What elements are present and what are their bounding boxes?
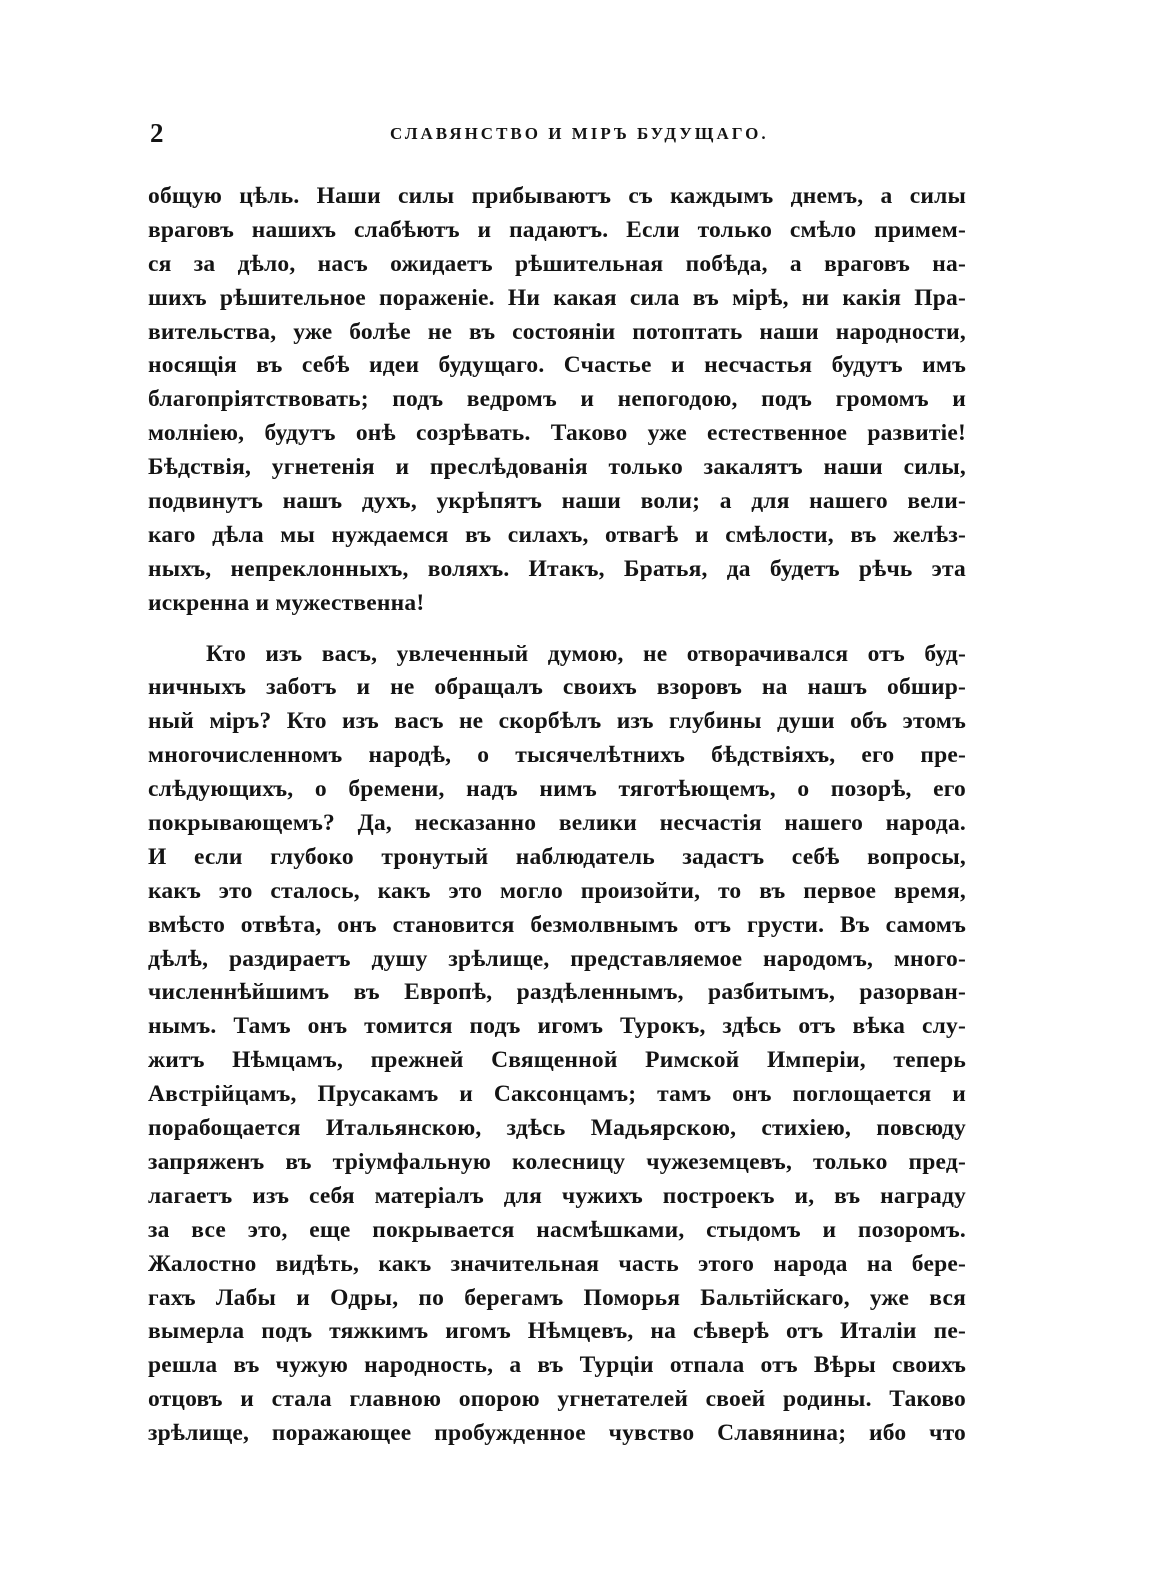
text-line: отцовъ и стала главною опорою угнетателей своей родины. Таково <box>148 1386 966 1413</box>
text-line: Жалостно видѣть, какъ значительная часть этого народа на бере- <box>148 1250 966 1277</box>
text-line: благопріятствовать; подъ ведромъ и непогодою, подъ громомъ и <box>148 386 966 413</box>
text-line: многочисленномъ народѣ, о тысячелѣтнихъ бѣдствіяхъ, его пре- <box>148 742 966 769</box>
text-line: дѣлѣ, раздираетъ душу зрѣлище, представляемое народомъ, много- <box>148 945 966 972</box>
text-line: покрывающемъ? Да, несказанно велики несчастія нашего народа. <box>148 810 966 837</box>
text-line: численнѣйшимъ въ Европѣ, раздѣленнымъ, разбитымъ, разорван- <box>148 979 966 1006</box>
text-line: ничныхъ заботъ и не обращалъ своихъ взоровъ на нашъ обшир- <box>148 674 966 701</box>
running-title: СЛАВЯНСТВО И МIРЪ БУДУЩАГО. <box>390 124 769 143</box>
text-line: каго дѣла мы нуждаемся въ силахъ, отвагѣ и смѣлости, въ желѣз- <box>148 521 966 548</box>
text-line: шихъ рѣшительное пораженіе. Ни какая сила въ мірѣ, ни какія Пра- <box>148 284 966 311</box>
text-line: ныхъ, непреклонныхъ, воляхъ. Итакъ, Братья, да будетъ рѣчь эта <box>148 555 966 582</box>
text-line: лагаетъ изъ себя матеріалъ для чужихъ построекъ и, въ награду <box>148 1182 966 1209</box>
text-line: враговъ нашихъ слабѣютъ и падаютъ. Если только смѣло примем- <box>148 216 966 243</box>
text-line: житъ Нѣмцамъ, прежней Священной Римской Имперіи, теперь <box>148 1047 966 1074</box>
running-head <box>150 118 972 148</box>
text-line: Бѣдствія, угнетенія и преслѣдованія только закалятъ наши силы, <box>148 454 966 481</box>
text-line: вымерла подъ тяжкимъ игомъ Нѣмцевъ, на сѣверѣ отъ Италіи пе- <box>148 1318 966 1345</box>
paragraph-1 <box>148 180 966 621</box>
text-line: искренна и мужественна! <box>148 589 425 616</box>
text-line: за все это, еще покрывается насмѣшками, стыдомъ и позоромъ. <box>148 1216 966 1243</box>
text-line: порабощается Итальянскою, здѣсь Мадьярскою, стихіею, повсюду <box>148 1115 966 1142</box>
text-line: решла въ чужую народность, а въ Турціи отпала отъ Вѣры своихъ <box>148 1352 966 1379</box>
text-line: какъ это сталось, какъ это могло произойти, то въ первое время, <box>148 877 966 904</box>
text-line: нымъ. Тамъ онъ томится подъ игомъ Турокъ, здѣсь отъ вѣка слу- <box>148 1013 966 1040</box>
text-line: носящія въ себѣ идеи будущаго. Счастье и несчастья будутъ имъ <box>148 352 966 379</box>
text-line: вительства, уже болѣе не въ состояніи потоптать наши народности, <box>148 318 966 345</box>
text-line: ся за дѣло, насъ ожидаетъ рѣшительная побѣда, а враговъ на- <box>148 250 966 277</box>
body-text <box>148 180 966 1451</box>
text-line: гахъ Лабы и Одры, по берегамъ Поморья Бальтійскаго, уже вся <box>148 1284 966 1311</box>
paragraph-2 <box>148 638 966 1451</box>
text-line: запряженъ въ тріумфальную колесницу чужеземцевъ, только пред- <box>148 1148 966 1175</box>
text-line: Австрійцамъ, Прусакамъ и Саксонцамъ; тамъ онъ поглощается и <box>148 1081 966 1108</box>
text-line: вмѣсто отвѣта, онъ становится безмолвнымъ отъ грусти. Въ самомъ <box>148 911 966 938</box>
text-line: молніею, будутъ онѣ созрѣвать. Таково уже естественное развитіе! <box>148 420 966 447</box>
page-number: 2 <box>150 118 164 148</box>
text-line: зрѣлище, поражающее пробужденное чувство Славянина; ибо что <box>148 1420 966 1447</box>
text-line: общую цѣль. Наши силы прибываютъ съ каждымъ днемъ, а силы <box>148 183 966 209</box>
text-line: подвинутъ нашъ духъ, укрѣпятъ наши воли; а для нашего вели- <box>148 488 966 515</box>
text-line: И если глубоко тронутый наблюдатель задастъ себѣ вопросы, <box>148 843 966 870</box>
text-line: слѣдующихъ, о бремени, надъ нимъ тяготѣющемъ, о позорѣ, его <box>148 776 966 803</box>
paragraph-spacer <box>148 621 966 638</box>
text-line: ный міръ? Кто изъ васъ не скорбѣлъ изъ глубины души объ этомъ <box>148 708 966 735</box>
text-line: Кто изъ васъ, увлеченный думою, не отворачивался отъ буд- <box>206 640 966 667</box>
